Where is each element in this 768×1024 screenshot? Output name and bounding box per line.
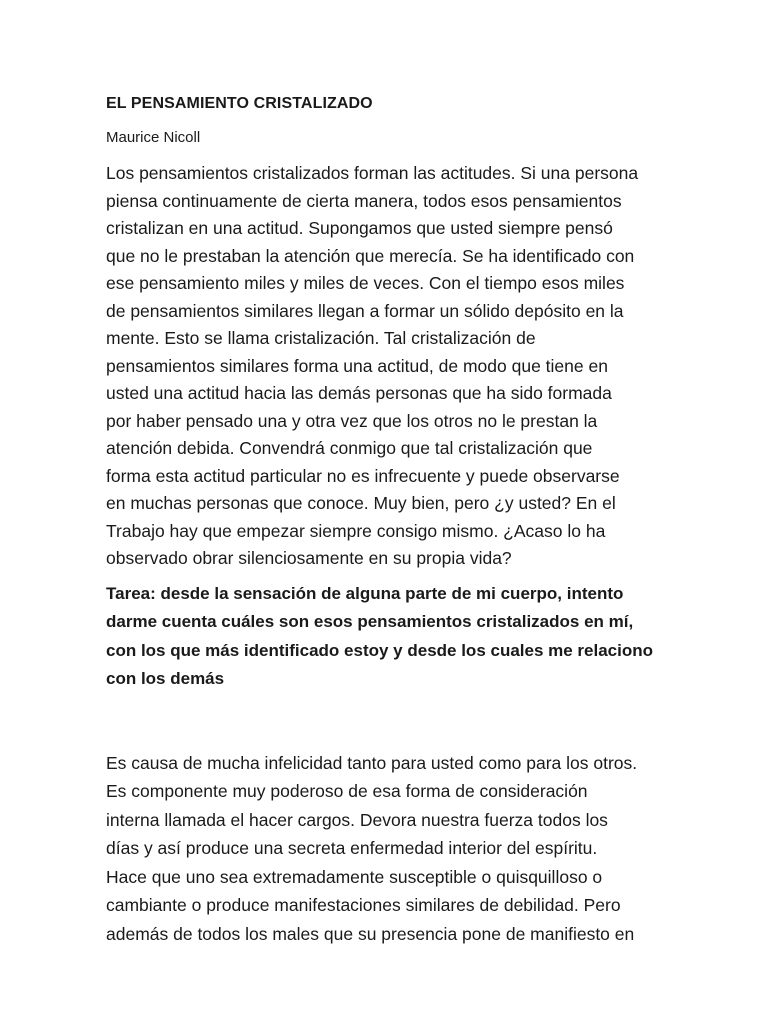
paragraph-line: que no le prestaban la atención que merecía. Se ha identificado con — [106, 245, 635, 266]
paragraph-line: además de todos los males que su presencia pone de manifiesto en — [106, 923, 635, 944]
paragraph-line: forma esta actitud particular no es infrecuente y puede observarse — [106, 465, 620, 486]
task-line: con los que más identificado estoy y desde los cuales me relaciono — [106, 640, 654, 660]
paragraph-line: en muchas personas que conoce. Muy bien, pero ¿y usted? En el — [106, 493, 616, 513]
paragraph-line: observado obrar silenciosamente en su propia vida? — [106, 548, 512, 568]
document-page — [106, 92, 666, 948]
paragraph-1 — [106, 160, 666, 573]
paragraph-line: Es componente muy poderoso de esa forma de consideración — [106, 781, 588, 801]
paragraph-line: interna llamada el hacer cargos. Devora nuestra fuerza todos los — [106, 809, 608, 830]
paragraph-line: cristalizan en una actitud. Supongamos que usted siempre pensó — [106, 218, 613, 238]
task-paragraph — [106, 580, 666, 694]
paragraph-line: atención debida. Convendrá conmigo que tal cristalización que — [106, 438, 593, 458]
paragraph-line: Los pensamientos cristalizados forman las actitudes. Si una persona — [106, 163, 639, 183]
paragraph-line: Es causa de mucha infelicidad tanto para usted como para los otros. — [106, 752, 638, 773]
paragraph-line: Hace que uno sea extremadamente susceptible o quisquilloso o — [106, 866, 603, 887]
paragraph-line: de pensamientos similares llegan a formar un sólido depósito en la — [106, 300, 624, 321]
document-title: EL PENSAMIENTO CRISTALIZADO — [106, 95, 373, 112]
paragraph-line: pensamientos similares forma una actitud, de modo que tiene en — [106, 355, 608, 376]
paragraph-line: Trabajo hay que empezar siempre consigo mismo. ¿Acaso lo ha — [106, 520, 606, 541]
paragraph-line: cambiante o produce manifestaciones similares de debilidad. Pero — [106, 895, 621, 915]
task-line: Tarea: desde la sensación de alguna parte de mi cuerpo, intento — [106, 583, 624, 603]
paragraph-line: piensa continuamente de cierta manera, todos esos pensamientos — [106, 190, 622, 211]
paragraph-line: ese pensamiento miles y miles de veces. Con el tiempo esos miles — [106, 273, 625, 293]
paragraph-line: por haber pensado una y otra vez que los otros no le prestan la — [106, 410, 598, 431]
task-line: darme cuenta cuáles son esos pensamientos cristalizados en mí, — [106, 612, 634, 631]
paragraph-line: usted una actitud hacia las demás personas que ha sido formada — [106, 383, 612, 403]
document-author: Maurice Nicoll — [106, 129, 201, 146]
paragraph-2 — [106, 749, 666, 949]
task-line: con los demás — [106, 669, 225, 688]
paragraph-line: días y así produce una secreta enfermedad interior del espíritu. — [106, 838, 598, 858]
paragraph-line: mente. Esto se llama cristalización. Tal cristalización de — [106, 328, 536, 348]
